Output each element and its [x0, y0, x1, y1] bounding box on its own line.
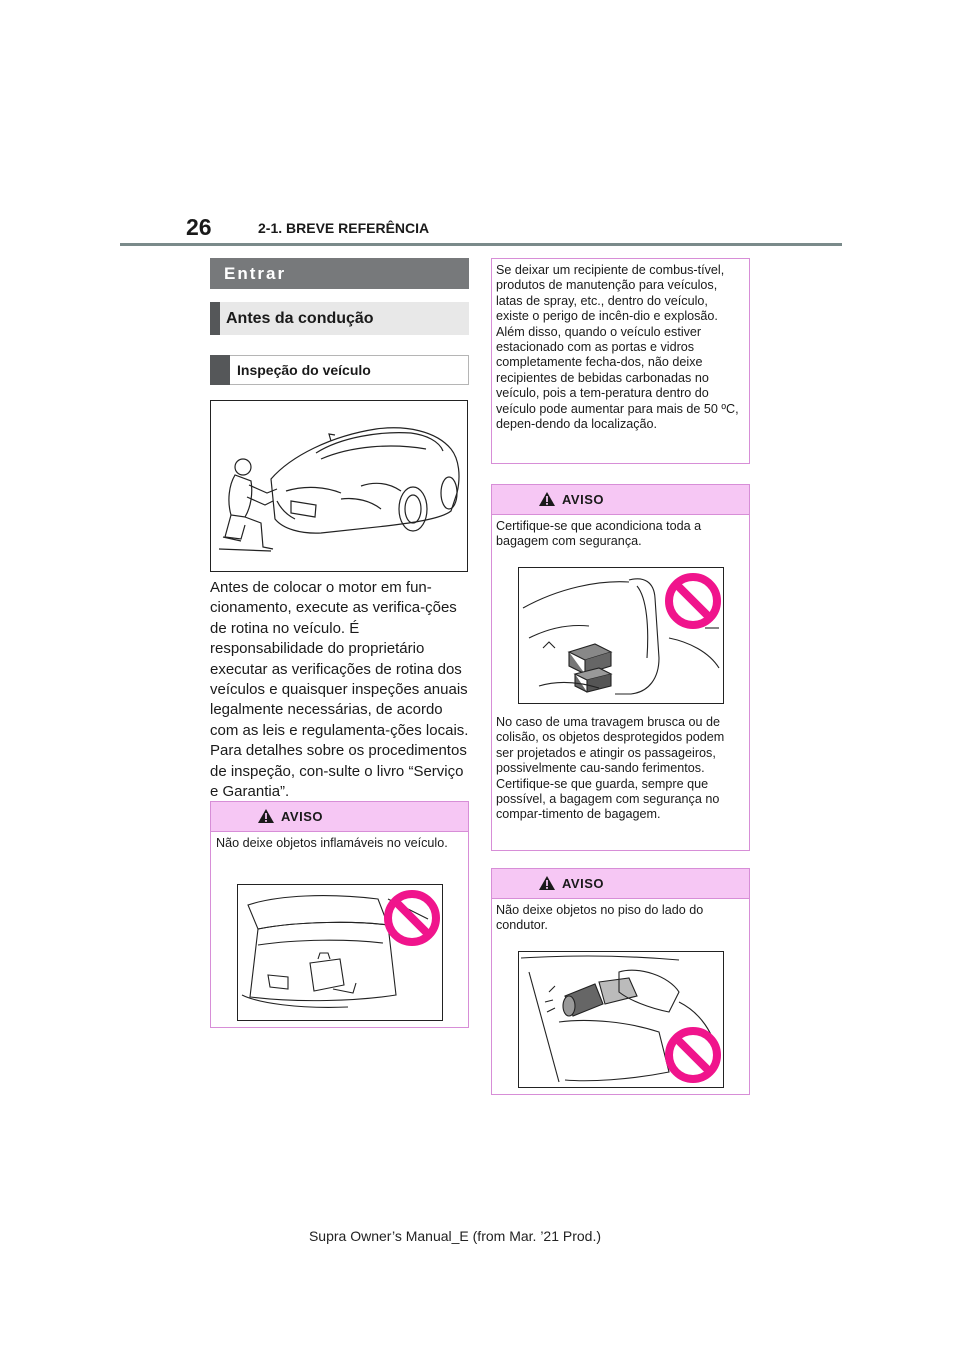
warning-box-flammable: [210, 801, 469, 1028]
heading-bar: [210, 302, 220, 335]
warning-header: [492, 485, 749, 515]
header-rule: [120, 243, 842, 246]
warning-continued-text: Se deixar um recipiente de combus-tível, produtos de manutenção para veículos, latas de spray, etc., dentro do veículo, existe o perigo de incên-dio e explosão. Além disso, quando o veículo estiver estacionado com as portas e vidros completamente fecha-dos, não deixe recipientes de bebidas carbonadas no veículo, pois a tem-peratura dentro do veículo pode aumentar para mais de 50 ºC, depen-dendo da localização.: [496, 263, 739, 432]
heading-antes-label: Antes da condução: [226, 310, 374, 327]
heading-inspecao-label: Inspeção do veículo: [237, 362, 371, 378]
figure-luggage-seat: [518, 567, 724, 704]
warning-triangle-icon: [538, 875, 556, 891]
footer-text: Supra Owner’s Manual_E (from Mar. ’21 Prod.): [308, 1228, 602, 1244]
warning-text: Não deixe objetos no piso do lado do condutor.: [496, 903, 704, 933]
warning-text-top: Certifique-se que acondiciona toda a bagagem com segurança.: [496, 519, 702, 549]
warning-header: [492, 869, 749, 899]
warning-box-luggage: [491, 484, 750, 851]
prohibition-icon: [383, 889, 441, 947]
heading-inspecao: [210, 355, 469, 385]
prohibition-icon: [664, 1026, 722, 1084]
warning-text-bottom: No caso de uma travagem brusca ou de colisão, os objetos desprotegidos podem ser projetados e atingir os passageiros, possivelmente cau-sando ferimentos. Certifique-se que guarda, sempre que possível, a bagagem com segurança no compar-timento de bagagem.: [496, 715, 725, 822]
warning-label: AVISO: [562, 876, 604, 891]
figure-pedal-object: [518, 951, 724, 1088]
warning-continued-box: [491, 258, 750, 464]
warning-triangle-icon: [538, 491, 556, 507]
car-inspection-illustration: [211, 401, 467, 571]
warning-box-driver-floor: [491, 868, 750, 1095]
warning-header: [211, 802, 468, 832]
warning-text: Não deixe objetos inflamáveis no veículo.: [216, 836, 448, 850]
prohibition-icon: [664, 572, 722, 630]
figure-flammable-trunk: [237, 884, 443, 1021]
heading-bar: [210, 355, 230, 385]
warning-triangle-icon: [257, 808, 275, 824]
figure-vehicle-inspection: [210, 400, 468, 572]
heading-antes-da-conducao: [210, 302, 469, 335]
heading-entrar: Entrar: [210, 258, 469, 289]
body-paragraph: Antes de colocar o motor em fun-cionamento, execute as verifica-ções de rotina no veículo. É responsabilidade do proprietário executar as verificações de rotina dos veículos e quaisquer inspeções anuais legalmente necessárias, de acordo com as leis e regulamenta-ções locais. Para detalhes sobre os procedimentos de inspeção, con-sulte o livro “Serviço e Garantia”.: [210, 579, 469, 801]
footer: [0, 1228, 960, 1244]
page-number: 26: [186, 214, 212, 240]
section-title: 2-1. BREVE REFERÊNCIA: [258, 220, 430, 236]
warning-label: AVISO: [281, 809, 323, 824]
warning-label: AVISO: [562, 492, 604, 507]
